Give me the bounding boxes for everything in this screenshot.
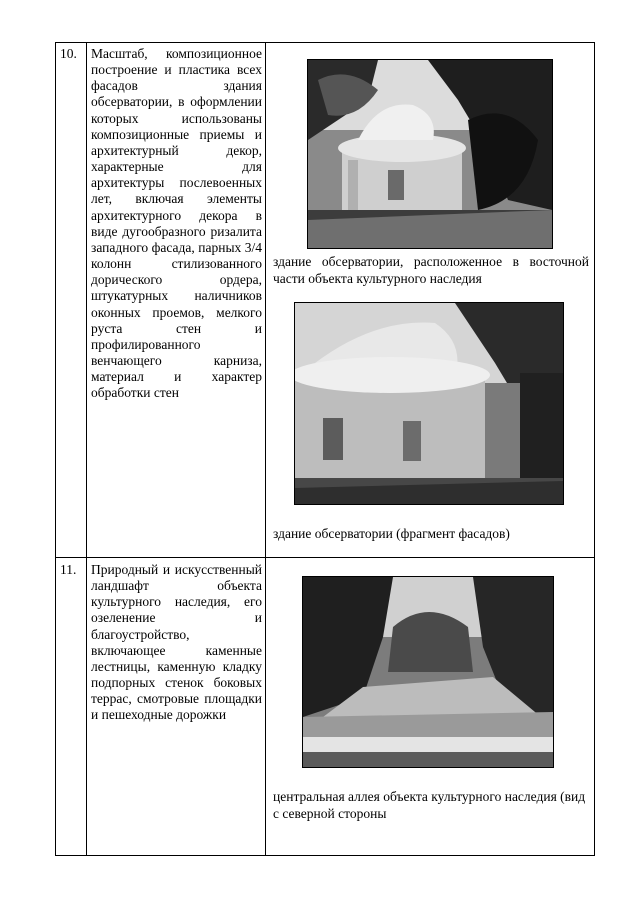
central-alley-photo bbox=[302, 576, 554, 768]
photo-caption: здание обсерватории (фрагмент фасадов) bbox=[273, 526, 510, 541]
observatory-building-photo bbox=[307, 59, 553, 249]
row-description: Масштаб, композиционное построение и пластика всех фасадов здания обсерватории, в оформлении которых использованы композиционные приемы и архитектурный декор, характерные для архитектуры послевоенных лет, включая элементы архитектурного декора в виде дугообразного ризалита западного фасада, парных 3/4 колонн стилизованного дорического ордера, штукатурных наличников оконных проемов, мелкого руста стен и профилированного венчающего карниза, материал и характер обработки стен bbox=[91, 46, 262, 401]
row-description: Природный и искусственный ландшафт объекта культурного наследия, его озеленение и благоустройство, включающее каменные лестницы, каменную кладку подпорных стенок боковых террас, смотровые площадки и пешеходные дорожки bbox=[91, 562, 262, 723]
row-number: 11. bbox=[60, 562, 77, 577]
table-left-border bbox=[55, 42, 56, 856]
table-bottom-border bbox=[55, 855, 595, 856]
photo-caption: центральная аллея объекта культурного наследия (вид с северной стороны bbox=[273, 789, 586, 821]
observatory-facade-fragment-photo bbox=[294, 302, 564, 505]
column-divider-description bbox=[265, 42, 266, 856]
column-divider-number bbox=[86, 42, 87, 856]
table-top-border bbox=[55, 42, 595, 43]
table-right-border bbox=[594, 42, 595, 856]
row-divider bbox=[55, 557, 595, 558]
row-number: 10. bbox=[60, 46, 77, 61]
photo-caption: здание обсерватории, расположенное в восточной части объекта культурного наследия bbox=[273, 254, 589, 286]
